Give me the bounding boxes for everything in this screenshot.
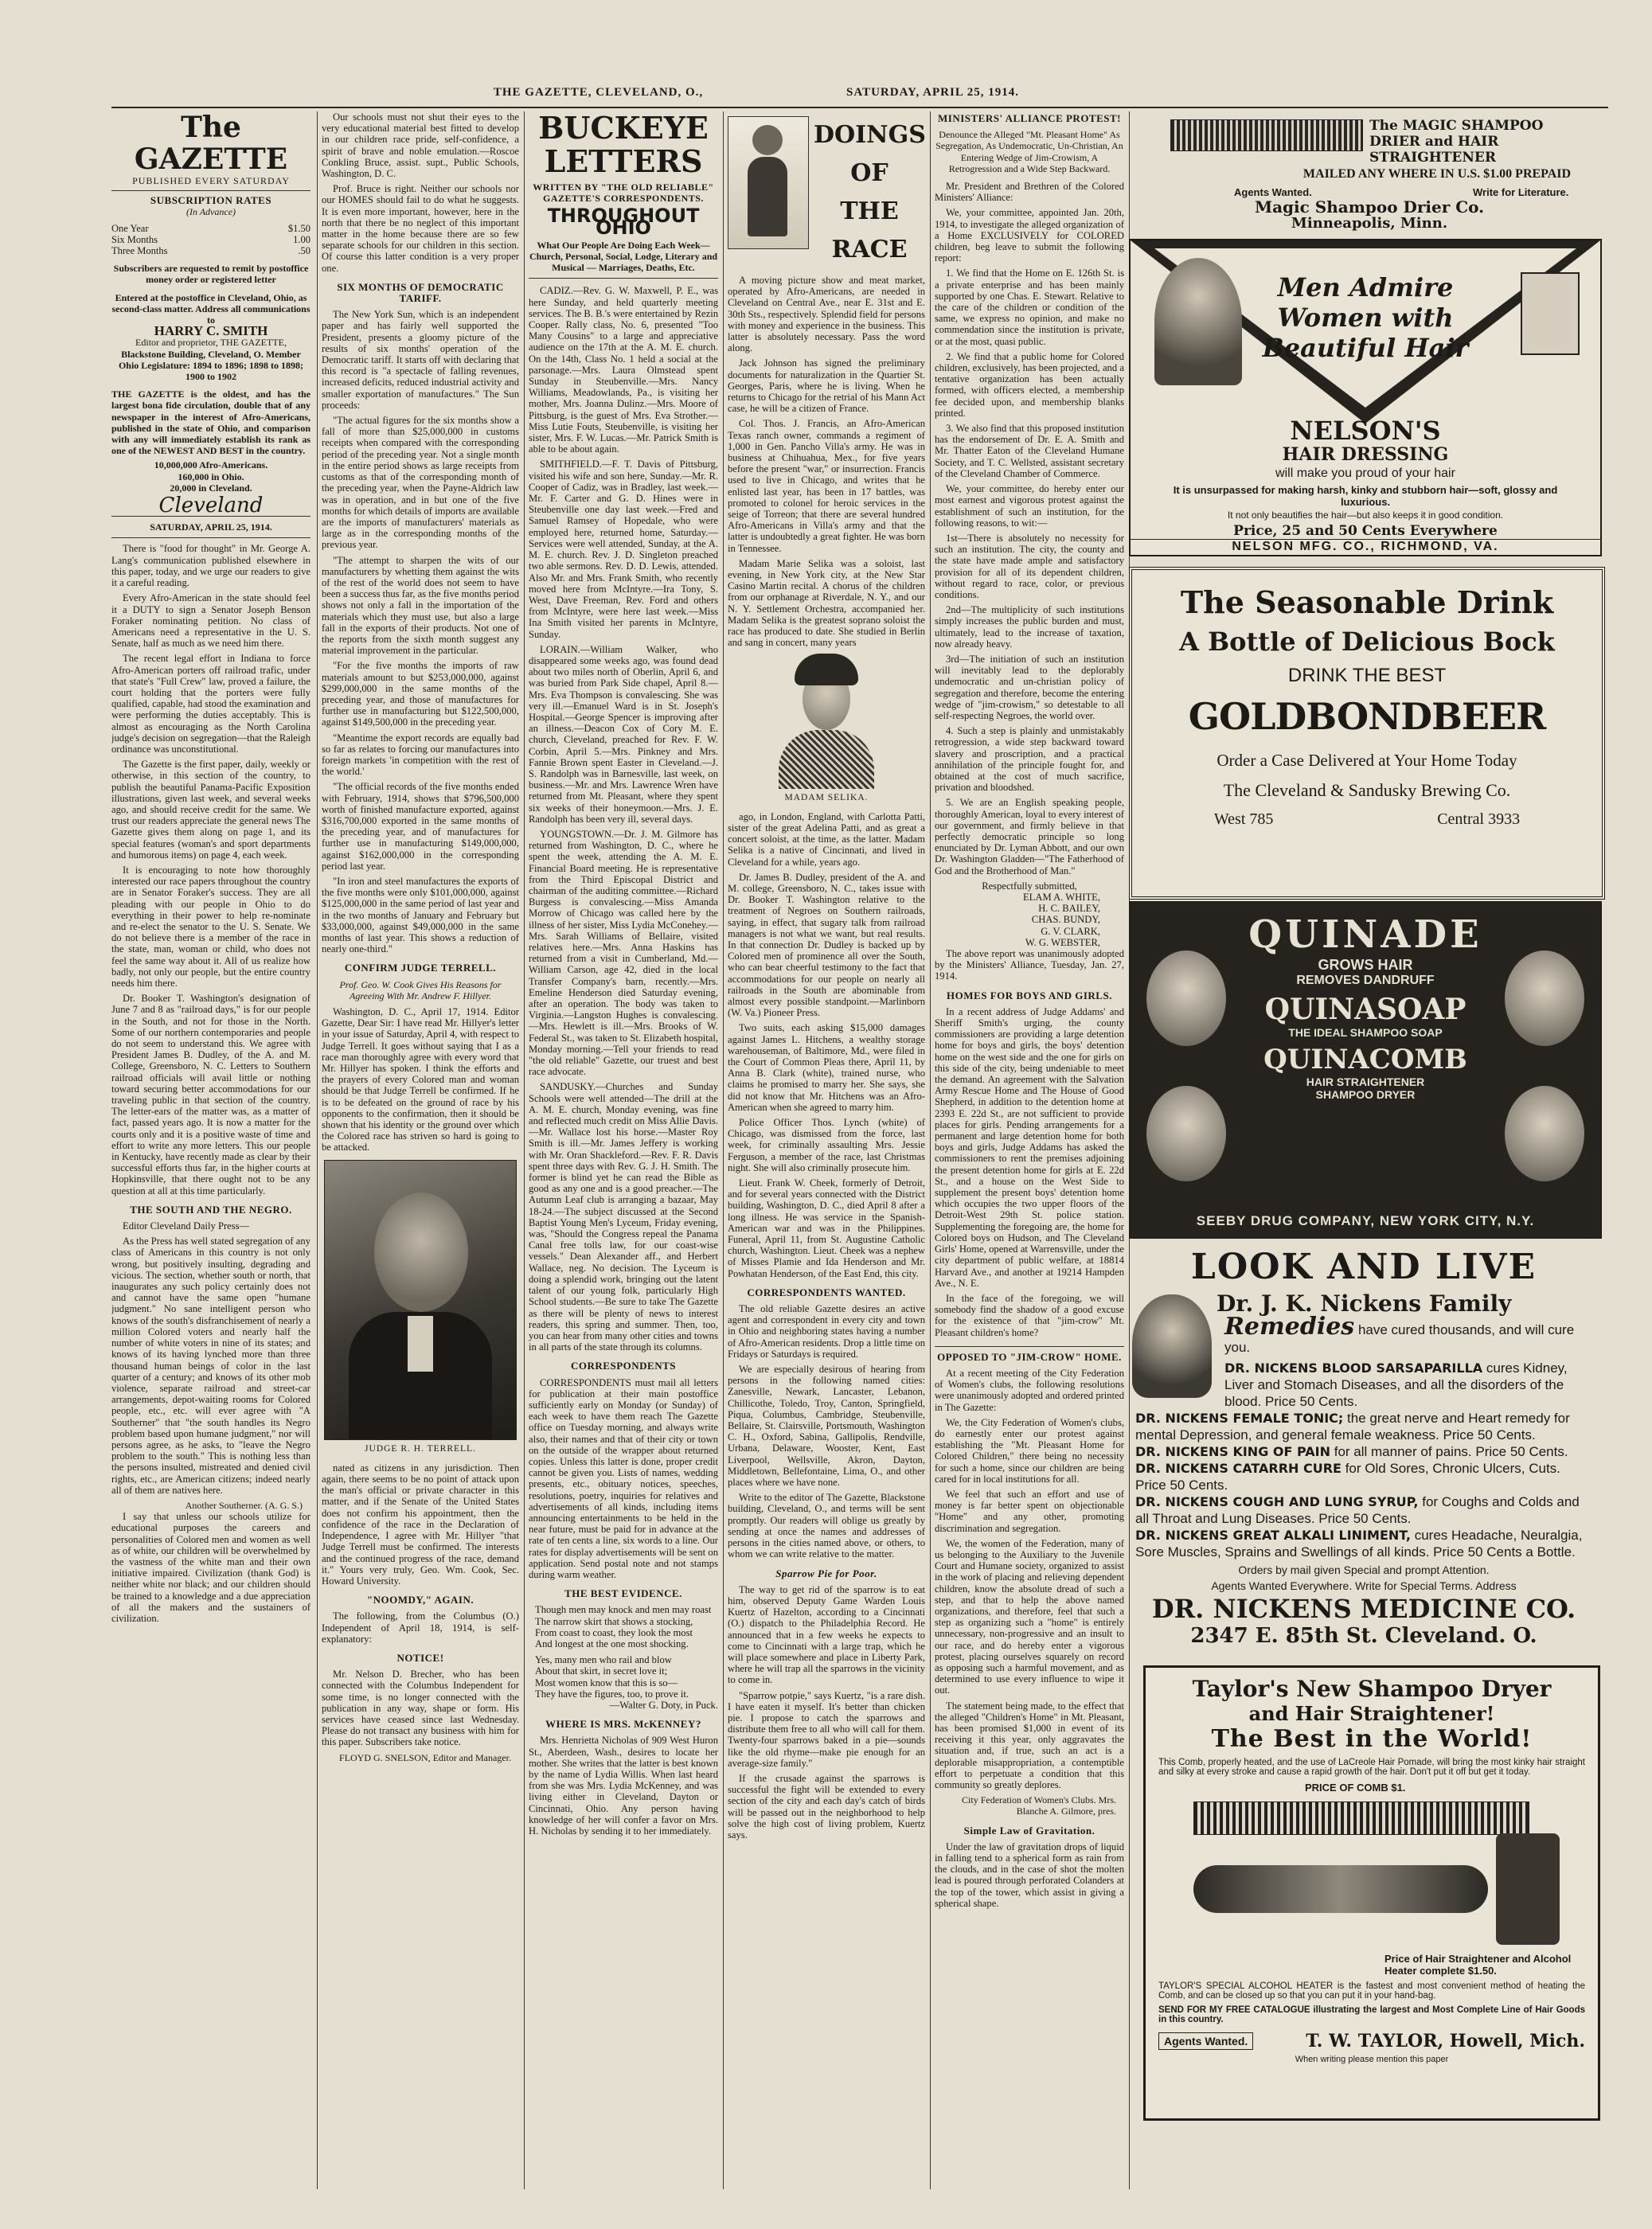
article-paragraph: We feel that such an effort and use of money is far better spent on objectionable "Home" and any other, promoting discrimination and segregation. [935, 1488, 1124, 1534]
taylor-catalog: SEND FOR MY FREE CATALOGUE illustrating the largest and Most Complete Line of Hair Goods in this country. [1158, 2005, 1585, 2024]
article-paragraph: Mr. President and Brethren of the Colored Ministers' Alliance: [935, 181, 1124, 204]
article-paragraph: Col. Thos. J. Francis, an Afro-American Texas ranch owner, commands a regiment of 1,000 in Gen. Pancho Villa's army. He was in business at Chihuahua, Mex., for five years before the present "war," or insurrection. Francis used to live in Chicago, and writes that he enlisted last year, has been in 17 battles, was promoted to colonel for heroic services in the seige of Torreon; that there are several hundred Afro-Americans in Villa's army and that the latter is undoubtedly a great fighter. He was born in Tennessee. [728, 418, 925, 554]
magic-write: Write for Literature. [1473, 186, 1569, 198]
editorial-paragraph: There is "food for thought" in Mr. George A. Lang's communication published elsewhere in this paper, today, and we urge our readers to give it a careful reading. [111, 543, 310, 589]
headline: WHERE IS MRS. McKENNEY? [545, 1718, 701, 1731]
rates-subheading: (In Advance) [186, 206, 236, 218]
article-paragraph: 5. We are an English speaking people, thoroughly American, loyal to every interest of our government, and firmly believe in that perfectly democratic principle so long enunciated by Dr. Lyman Abbott, and our own Dr. Washington Gladden—"The Fatherhood of God and the Brotherhood of Man." [935, 797, 1124, 876]
section-deck: What Our People Are Doing Each Week—Church, Personal, Social, Lodge, Literary and Musical — Marriages, Deaths, Etc. [529, 240, 718, 279]
straightener-icon [1193, 1865, 1488, 1913]
rate-row: One Year $1.50 [111, 222, 310, 234]
article-paragraph: Police Officer Thos. Lynch (white) of Chicago, was dismissed from the force, last week, for criminally assaulting Mrs. Jessie Ferguson, a member of the race, last Christmas night. She will also criminally prosecute him. [728, 1116, 925, 1173]
section-subtitle: THROUGHOUT OHIO [547, 205, 700, 239]
article-paragraph: nated as citizens in any jurisdiction. Then again, there seems to be no point of attack upon the man's official or private character in this matter, and if the Senate of the United States does not confirm his appointment, then the confidence of the race in the Declaration of Independence, I agree with Mr. Hillyer "that Judge Terrell must be confirmed. The interests and the continued progress of the race, demand it." Yours very truly, Geo. Wm. Cook, Sec. Howard University. [322, 1462, 519, 1587]
article-paragraph: At a recent meeting of the City Federation of Women's clubs, the following resolutions were unanimously adopted and ordered printed in The Gazette: [935, 1367, 1124, 1413]
article-paragraph: "The actual figures for the six months show a fall of more than $25,000,000 in customs receipts when compared with the corresponding period of the preceding year. Not a single month in the entire period shows as large receipts from customs as that of the corresponding month of the preceding year, when the Payne-Aldrich law was in operation, and in but one of the five months for which details of imports are available are the imports of manufacturers' materials as large as in the corresponding months of the previous year. [322, 415, 519, 551]
notice-heading: NOTICE! [396, 1651, 444, 1664]
section-byline: WRITTEN BY "THE OLD RELIABLE" GAZETTE'S CORRESPONDENTS. [533, 182, 714, 205]
remedy-item: DR. NICKENS CATARRH CURE for Old Sores, Chronic Ulcers, Cuts. Price 50 Cents. [1135, 1461, 1560, 1493]
article-paragraph: Prof. Bruce is right. Neither our schools nor our HOMES should fail to do what he suggests. It is even more important, however, here in the north that there be no neglect of this important matter in the home because there are so few separate schools for our children in this section. Of course this latter condition is a very proper one. [322, 183, 519, 274]
magic-mailed: MAILED ANY WHERE IN U.S. $1.00 PREPAID [1302, 167, 1572, 181]
article-paragraph: 4. Such a step is plainly and unmistakably retrogression, a wide step backward toward slavery and proscription, and a practical annihilation of the principle fought for, and obtained at the cost of much sacrifice, privation and bloodshed. [935, 725, 1124, 794]
correspondence-item: YOUNGSTOWN.—Dr. J. M. Gilmore has returned from Washington, D. C., where he spent the week, attending the A. M. E. Financial Board meeting. He is representative from the Third Episcopal District and chairman of the auditing committee.—Richard Burgess is convalescing.—Miss Amanda Morrow of Chicago was called here by the illness of her sister, Miss Lydia McConehey.—Mrs. Sarah Williams of Bellaire, visited relatives here.—Mrs. Anna Haskins has returned from a visit in Cumberland, Md.—William Carson, age 42, died in the local Transfer Company's barn, recently.—Mrs. Emeline Henderson died Saturday evening, after an operation. The body was taken to Virginia.—Langston Hughes is convalescing.—Mrs. Hewlett is ill.—Mrs. Brooks of W. Federal St., was taken to St. Elizabeth hospital, Monday morning.—Tell your friends to read "the old reliable" Gazette, our truest and best race advocate. [529, 828, 718, 1078]
population-stat: 10,000,000 Afro-Americans. [154, 459, 268, 471]
remedy-item: DR. NICKENS COUGH AND LUNG SYRUP, for Coughs and Colds and all Throat and Lung Diseases. Price 50 Cents. [1135, 1494, 1580, 1526]
magic-city: Minneapolis, Minn. [1291, 215, 1448, 231]
article-paragraph: The New York Sun, which is an independent paper and has fairly well supported the President, presents a gloomy picture of the results of six months' operation of the Democratic tariff. It starts off with declaring that this record is "a spectacle of falling revenues, increased deficits, reduced industrial activity and smaller exportation of manufactures." The Sun proceeds: [322, 309, 519, 411]
signers-list: ELAM A. WHITE, H. C. BAILEY, CHAS. BUNDY, G. V. CLARK, W. G. WEBSTER, [1022, 892, 1100, 948]
population-stat: 20,000 in Cleveland. [170, 482, 252, 494]
article-paragraph: The above report was unanimously adopted by the Ministers' Alliance, Tuesday, Jan. 27, 1914. [935, 948, 1124, 982]
masthead-date: SATURDAY, APRIL 25, 1914. [111, 516, 310, 538]
article-paragraph: "The attempt to sharpen the wits of our manufacturers by whetting them against the wits of the rest of the world does not seem to have been a success thus far, as the five months period shows not only a fall in the importation of the materials which they must use, but also a large fall in the exports of their products. Not one of the reports from the sixth month suggest any material improvement in the particular. [322, 554, 519, 657]
column-rule [317, 111, 318, 2189]
comb-icon [1170, 119, 1363, 151]
article-paragraph: 3rd—The initiation of such an institution will inevitably lead to the deplorably undemocratic and un-christian policy of segregation and therefore, become the entering wedge of "jim-crowism," so detestable to all self-respecting Negroes, the world over. [935, 653, 1124, 721]
portrait-icon [1146, 951, 1226, 1046]
remedy-item: DR. NICKENS KING OF PAIN for all manner of pains. Price 50 Cents. [1135, 1444, 1568, 1459]
taylor-body: This Comb, properly heated, and the use of LaCreole Hair Pomade, will bring the most kinky hair straight and silky at every stroke and cause a rapid growth of the hair. Don't put it off but get it today. [1158, 1758, 1585, 1777]
headline: CORRESPONDENTS WANTED. [747, 1286, 906, 1298]
rate-row: Three Months .50 [111, 245, 310, 257]
taylor-straightener-price: Price of Hair Straightener and Alcohol Heater complete $1.50. [1384, 1953, 1572, 1977]
subheadline: Prof. Geo. W. Cook Gives His Reasons for Agreeing With Mr. Andrew F. Hillyer. [339, 978, 502, 1001]
signature: City Federation of Women's Clubs. Mrs. Blanche A. Gilmore, pres. [962, 1794, 1116, 1817]
quinacomb-sub1: HAIR STRAIGHTENER [1306, 1075, 1425, 1088]
nickens-address: 2347 E. 85th St. Cleveland. O. [1190, 1624, 1537, 1648]
magic-shampoo-ad [1138, 113, 1600, 231]
taylor-shampoo-dryer-ad [1143, 1665, 1600, 2121]
article-paragraph: Mr. Nelson D. Brecher, who has been connected with the Columbus Independent for some time, is no longer connected with the publication in any way, shape or form. His services have ceased since last Wednesday. Please do not transact any business with him for this paper. Subscribers take notice. [322, 1669, 519, 1748]
column-rule [723, 111, 724, 2189]
correspondence-item: SMITHFIELD.—F. T. Davis of Pittsburg, visited his wife and son here, Sunday.—Mr. R. Cooper of Cadiz, was in Bradley, last week.—Mr. F. Carter and G. D. Hines were in Steubenville one day last week.—Fred and Samuel Ramsey of Hopedale, who were employed here, returned home, Saturday.—Services were well attended, Sunday, at the A. M. E. church. Rev. J. D. Singleton preached two able sermons. Rev. D. D. Lewis, attended. Also Mr. and Mrs. Frank Smith, who recently moved here from McIntyre.—Ira Tony, S. West, Dave Freeman, Rev. Ford and others from McIntyre, were here last week.—Miss Ina Smith visited her parents in McIntyre, Sunday. [529, 459, 718, 640]
comb-icon [1193, 1802, 1529, 1835]
article-paragraph: "The official records of the five months ended with February, 1914, shows that $796,500,000 worth of finished manufacture exported, against $316,700,000 exported in the same months of the preceding year, and of manufactures for further use in manufacturing $149,000,000, against $162,000,000 in the corresponding period last year. [322, 781, 519, 872]
column-2 [322, 111, 519, 2189]
article-paragraph: 2. We find that a public home for Colored children, exclusively, has been projected, and a tentative organization has been actually formed, with officers elected, a membership fee decided upon, and membership blanks printed. [935, 350, 1124, 419]
rates-heading: SUBSCRIPTION RATES [150, 194, 272, 207]
column-rule [524, 111, 525, 2189]
quinade-title: QUINADE [1248, 912, 1482, 957]
nelsons-hair-dressing-ad [1129, 239, 1602, 556]
article-paragraph: CORRESPONDENTS must mail all letters for publication at their main postoffice sufficiently early on Monday (or Sunday) of each week to have them reach The Gazette office on Tuesday morning, and always write also, their names and that of their city or town on the outside of the wrapper about returned copies. Unless this latter is done, proper credit cannot be given you. Lists of names, wedding presents, etc., obituary notices, speeches, resolutions, poetry, inquiries for relatives and advertisements of all kinds, including items announcing entertainments to be held in the near future, must be paid for in advance at the rate of ten cents a line, six words to a line. Our rates for display advertisements will be sent on application. Send postal note and not stamps during warm weather. [529, 1376, 718, 1580]
quinacomb-sub2: SHAMPOO DRYER [1315, 1088, 1416, 1101]
article-paragraph: As the Press has well stated segregation of any class of Americans in this country is not only wrong, but positively insulting, degrading and vicious. The section, whether south or north, that inaugurates any such policy certainly does not and cannot have the same open "humane judgment." No sane intelligent person who knows of the south's disfranchisement of nearly a million Colored voters and nearly half the number of white voters in nine of its states; and knows of its having lynched more than three thousand human beings of color in the last quarter of a century; and knows of its other mob violence, separate railroad and street-car arrangements, depot-waiting rooms for Colored people, etc., etc. will ever agree with "A Southerner" that "the south handles its Negro problem based upon humane judgment," nor will persons agree, as he asks, to "leave the Negro problem to the south." This is nothing less than the persons insulted, mistreated and denied civil rights, etc., are American citizens; indeed nearly all of them are natives here. [111, 1236, 310, 1496]
poem: Though men may knock and men may roast The narrow skirt that shows a stocking, From coast to coast, they look the most And longest at the one most shocking. Yes, many men who rail and blow About that skirt, in secret love it; Most women know that this is so— They have the figures, too, to prove it. —Walter G. Doty, in Puck. [535, 1604, 718, 1711]
signature: FLOYD G. SNELSON, Editor and Manager. [339, 1751, 511, 1763]
article-paragraph: In a recent address of Judge Addams' and Sheriff Smith's urging, the county commissioners are providing a large detention home for boys and girls, the boys' detention home on the west side and the one for girls on this side of the city, being undeniable to meet the demand. An agreement with the Salvation Army Rescue Home and The House of Good Shepherd, in addition to the detention home at 2393 E. 22d St., are not sufficient to provide places for girls. Pending arrangements for a permanent and large detention home for both boys and girls, Judge Addams has asked the commissioners to rent the premises adjoining the present detention home for girls at E. 22d St., and a house on the West Side to supplement the present boys' detention home which occupies the two upper floors of the Detroit-West 29th St. police station. Supplementing the foregoing are, the home for Colored boys on Hudson, and The Cleveland Girls' Home, opened at Warrensville, under the city department of public welfare, at 18814 Harvard Ave., and another at 19214 Hampden Ave., N. E. [935, 1005, 1124, 1289]
editorial-paragraph: Every Afro-American in the state should feel it a DUTY to sign a Senator Joseph Benson Foraker nominating petition. No class of Americans need a representative in the U. S. Senate, half as much as we need him there. [111, 592, 310, 650]
nickens-cure-line: Remedies have cured thousands, and will cure you. [1224, 1313, 1575, 1355]
headline: OPPOSED TO "JIM-CROW" HOME. [935, 1346, 1124, 1363]
correspondence-item: LORAIN.—William Walker, who disappeared some weeks ago, was found dead about two miles north of Oberlin, April 6, and was buried from Park Side chapel, April 8.—Mrs. Eva Thompson is convalescing. She was very ill.—Emanuel Ward is in St. Joseph's Hospital.—George Spencer is improving after an illness.—Deacon Cox of Cory M. E. church, Cleveland, preached for Rev. F. W. Corbin, April 5.—Mrs. Pinkney and Mrs. Fannie Brown spent Easter in Cleveland.—J. S. Randolph was in Barnesville, last week, on business.—Mr. and Mrs. Lawrence Wren have returned from Mt. Pleasant, where they spent six weeks of their honeymoon.—Mrs. J. E. Randolph has been very ill, several days. [529, 643, 718, 825]
article-paragraph: 1st—There is absolutely no necessity for such an institution. The city, the county and the state have made ample and satisfactory provision for all of its dependent children, without regard to race, color, or previous conditions. [935, 532, 1124, 600]
column-1 [111, 111, 310, 2189]
article-paragraph: 3. We also find that this proposed institution has the endorsement of Dr. E. A. Smith and Mr. Thatter Eaton of the Cleveland Humane Society, and T. C. Wellsted, assistant secretary of the Cleveland Chamber of Commerce. [935, 423, 1124, 479]
article-paragraph: ago, in London, England, with Carlotta Patti, sister of the great Adelina Patti, and as great a concert soloist, at the time, as the latter. Madam Selika is a native of Cincinnati, and lived in Cleveland for a while, years ago. [728, 810, 925, 868]
article-paragraph: Washington, D. C., April 17, 1914. Editor Gazette, Dear Sir: I have read Mr. Hillyer's letter in your issue of Saturday, April 4, with respect to Judge Terrell. It goes without saying that I as a race man thoroughly agree with every word that Mr. Hillyer has spoken. I think the efforts and the prayers of every Colored man and woman should be that Judge Terrell be confirmed. If he is to be defeated on the ground of race by his opponents to the confirmation, then it should be shown that his identity or the ground over which the Colored race has striven so hard is going to be attacked. [322, 1006, 519, 1154]
correspondence-item: SANDUSKY.—Churches and Sunday Schools were well attended—The drill at the A. M. E. church, Monday evening, was fine and reflected much credit on Miss Allie Davis.—Mr. Wallace lost his horse.—Master Roy Smith is ill.—Mr. James Jeffery is working with Mr. Oran Shackleford.—Rev. F. R. Davis spent three days with Rev. G. J. H. Smith. The former is blind yet he can read the Bible as good as any one and is a good preacher.—The Autumn Leaf club is arranging a bazaar, May 18-24.—The subject discussed at the Second Baptist Young Men's Lyceum, Friday evening, was, "Should the Congress repeal the Panama Canal free tolls law, for our coast-wise vessels." Dean Alexander aff., and Herbert Wallace, neg. No decision. The Lyceum is doing a splendid work, bringing out the latent talent of our young folk, particularly High School students.—Be sure to take The Gazette as there will be plenty of news to interest readers, this spring and summer. Then, too, you can hear from many other cities and towns in all parts of the state through its columns. [529, 1081, 718, 1353]
photo-caption: JUDGE R. H. TERRELL. [365, 1443, 476, 1454]
beer-phones: West 785 Central 3933 [1213, 810, 1521, 828]
quinade-grows: GROWS HAIR [1318, 957, 1413, 973]
correspondence-item: CADIZ.—Rev. G. W. Maxwell, P. E., was here Sunday, and held quarterly meeting services. The B. B.'s were entertained by Rezin Cooper. Rally class, No. 6, presented "Too Many Cousins" to a large and appreciative audience on the 17th at the A. M. E. church. On the 14th, Class No. 1 held a social at the parsonage.—Mrs. Laura Olmstead spent Sunday in Steubenville.—Mrs. Nancy Williams, Meadowlands, Pa., is visiting her mother, Mrs. Joanna Dulinz.—Mrs. Moore of Pittsburg, is the guest of Mrs. Eva Strother.—Miss Lutie Fouts, Steubenville, is visiting her sister, Mrs. F. W. Lucas.—Mr. Patrick Smith is able to be about again. [529, 285, 718, 455]
article-paragraph: Jack Johnson has signed the preliminary documents for naturalization in the Quartier St. Georges, Paris, where he is living. When he returns to Chicago for the retrial of his Mann Act case, he will be a citizen of France. [728, 357, 925, 415]
population-stat: 160,000 in Ohio. [178, 470, 244, 482]
column-5 [935, 111, 1124, 2189]
nickens-headline: LOOK AND LIVE [1190, 1247, 1537, 1287]
nelson-tag: will make you proud of your hair [1275, 466, 1455, 480]
quinade-removes: REMOVES DANDRUFF [1296, 974, 1435, 987]
headline: CONFIRM JUDGE TERRELL. [344, 962, 497, 974]
article-paragraph: Madam Marie Selika was a soloist, last evening, in New York city, at the New Star Casino Martin recital. A chorus of the children from our orphanage at Riverdale, N. Y., and our N. Y. Settlement Orchestra, accompanied her. Madam Selika is the greatest soprano soloist the race has produced to date. She studied in Berlin and sang in concert, many years [728, 557, 925, 649]
circulation-claim: THE GAZETTE is the oldest, and has the largest bona fide circulation, double that of any newspaper in the interest of Afro-Americans, published in the state of Ohio, and comparison with any will immediately establish its rank as one of the NEWEST AND BEST in the country. [111, 388, 310, 457]
magic-agents: Agents Wanted. [1234, 186, 1312, 198]
cleveland-logo: Cleveland [158, 494, 264, 518]
remedy-item: DR. NICKENS FEMALE TONIC; the great nerve and Heart remedy for mental Depression, and general female weakness. Price 50 Cents. [1135, 1411, 1570, 1442]
nelson-product: HAIR DRESSING [1282, 444, 1449, 465]
woman-portrait [1154, 258, 1242, 385]
editor-title: Editor and proprietor, THE GAZETTE, [135, 337, 287, 349]
article-paragraph: Our schools must not shut their eyes to the very educational material best fitted to develop in our children race pride, self-confidence, a spirit of brave and noble emulation.—Roscoe Conkling Bruce, assist. supt., Public Schools, Washington, D. C. [322, 111, 519, 180]
taylor-line1: Taylor's New Shampoo Dryer [1192, 1676, 1552, 1702]
doings-illustration [728, 116, 809, 249]
rate-row: Six Months 1.00 [111, 233, 310, 245]
article-paragraph: We, the women of the Federation, many of us belonging to the Auxiliary to the Juvenile Court and Humane society, organized to assist in the work of placing and relieving dependent children, know the absolute dread of such a step, and that to help the above named organizations, and therefore, feel that such a step as organizing such a "home" is entirely unnecessary, non-progressive and an insult to our race, and do hereby enter a vigorous protest, placing ourselves squarely on record as opposing such a harmful movement, and as determined to use every influence to wipe it out. [935, 1537, 1124, 1696]
signature: Another Southerner. (A. G. S.) [185, 1499, 303, 1511]
column-3 [529, 111, 718, 2189]
taylor-line2: and Hair Straightener! [1248, 1702, 1495, 1725]
quinacomb-title: QUINACOMB [1263, 1044, 1467, 1075]
article-paragraph: If the crusade against the sparrows is successful the fight will be extended to every section of the city and each day's catch of birds will be passed out in the neighborhood to help solve the high cost of living problem, Kuertz says. [728, 1772, 925, 1841]
section-title: BUCKEYE LETTERS [538, 111, 709, 179]
nickens-family: Dr. J. K. Nickens Family [1217, 1290, 1512, 1317]
headline: Simple Law of Gravitation. [963, 1824, 1095, 1837]
editorial-paragraph: Dr. Booker T. Washington's designation of June 7 and 8 as "railroad days," is for our people in the South, and not for those in the North. Some of our northern contemporaries and people do not seem to understand this. We agree with President James B. Dudley, of the A. and M. College, Greensboro, N. C. Letters to Southern railroad officials will avail little or nothing toward securing better accommodations for our traveling public in that section of the country. The letter-ears of the matter was, as a matter of fact, passed years ago. It is now a matter for the courts only and it is a positive waste of time and effort to write any more letters. This our people in Kentucky, have recently made as clear by their successful efforts thus far, in the higher courts at Hopkinsville, that there ought not to be any question at all at this time particularly. [111, 993, 310, 1196]
article-paragraph: In the face of the foregoing, we will somebody find the shadow of a good excuse for the existence of that "jim-crow" Mt. Pleasant children's home? [935, 1292, 1124, 1338]
masthead-title: The GAZETTE [134, 111, 288, 176]
deck: Denounce the Alleged "Mt. Pleasant Home" As Segregation, As Undemocratic, Un-Christian, An Entering Wedge of Jim-Crowism, A Retrogression and a Wide Step Backward. [935, 129, 1123, 174]
jar-icon [1521, 272, 1580, 355]
quinasoap-sub: THE IDEAL SHAMPOO SOAP [1288, 1026, 1443, 1039]
headline: THE SOUTH AND THE NEGRO. [130, 1203, 292, 1216]
article-paragraph: Mrs. Henrietta Nicholas of 909 West Huron St., Aberdeen, Wash., desires to locate her mother. She writes that the latter is best known by the name of Lydia Willis. When last heard from she was Mrs. Lydia McKenney, and was living either in Cleveland, Dayton or Cincinnati, Ohio. Any person having knowledge of her will confer a favor on Mrs. H. Nicholas by sending it to her immediately. [529, 1735, 718, 1837]
beer-line5: Order a Case Delivered at Your Home Today [1217, 751, 1517, 770]
article-paragraph: 2nd—The multiplicity of such institutions simply increases the public burden and must, ultimately, lead to the increase of taxation, now already heavy. [935, 604, 1124, 650]
article-paragraph: "Meantime the export records are equally bad so far as relates to forcing our manufactures into foreign markets 'in competition with the rest of the world.' [322, 732, 519, 778]
nelson-body: It is unsurpassed for making harsh, kinky and stubborn hair—soft, glossy and luxurious. [1173, 484, 1558, 508]
article-paragraph: The statement being made, to the effect that the alleged "Children's Home" in Mt. Pleasant, has been promised $1,000 in event of its receiving it this year, only aggravates the situation and, if true, such an act is a deplorable misappropriation, a contemptible effort to perpetuate a condition that this community so greatly deplores. [935, 1700, 1124, 1791]
nelson-body2: It not only beautifies the hair—but also keeps it in good condition. [1227, 509, 1504, 521]
headline: Sparrow Pie for Poor. [775, 1567, 877, 1579]
headline: "NOOMDY," AGAIN. [366, 1594, 475, 1606]
judge-terrell-portrait [324, 1160, 517, 1440]
headline: CORRESPONDENTS [571, 1360, 676, 1372]
beer-line3: DRINK THE BEST [1287, 665, 1447, 686]
nickens-remedies-ad [1129, 1243, 1599, 1657]
doings-of-the-race-title: DOINGS OF THE RACE [814, 121, 926, 263]
editor-name: HARRY C. SMITH [154, 323, 268, 339]
article-paragraph: The old reliable Gazette desires an active agent and correspondent in every city and town in Ohio and neighboring states having a number of Afro-American residents. Drop a little time on Fridays or Saturdays is required. [728, 1303, 925, 1360]
remedy-item: DR. NICKENS GREAT ALKALI LINIMENT, cures Headache, Neuralgia, Sore Muscles, Sprains and Swellings of all kinds. Price 50 Cents a Bottle. [1135, 1528, 1583, 1560]
article-paragraph: Two suits, each asking $15,000 damages against James L. Hitchens, a wealthy storage warehouseman, of Baltimore, Md., were filed in the Court of Common Pleas there, April 11, by Anna B. Clark (white), trained nurse, who claims he promised to marry her. She says, she did not know that Mr. Hitchens was an Afro-American when she agreed to marry him. [728, 1022, 925, 1113]
portrait-icon [1505, 951, 1584, 1046]
article-paragraph: We, your committee, appointed Jan. 20th, 1914, to investigate the alleged organization of a Home EXCLUSIVELY for COLORED children, beg leave to submit the following report: [935, 207, 1124, 264]
editorial-paragraph: It is encouraging to note how thoroughly interested our race papers throughout the country are in Senator Foraker's success. They are all pleading with our people in Ohio to do everything in their power to help re-nominate and re-elect the senator to the U. S. Senate. We do not believe there is a member of the race in the state, man, woman or child, who does not feel the same way about it. All of us realize how badly, not only our people, but the entire country needs him there. [111, 864, 310, 989]
nickens-agents: Agents Wanted Everywhere. Write for Special Terms. Address [1211, 1579, 1517, 1592]
quinade-ad [1129, 901, 1602, 1239]
article-paragraph: I say that unless our schools utilize for educational purposes the careers and personalities of Colored men and women as well as of white, our children will be overwhelmed by the vastness of the white man and their own initiative impaired. Civilization (thank God) is neither white nor black; and our children should be trained to a knowledge and a due appreciation of all the makers and the sustainers of civilization. [111, 1511, 310, 1624]
portrait-icon [1146, 1086, 1226, 1181]
goldbond-beer-ad [1129, 567, 1605, 900]
magic-company: Magic Shampoo Drier Co. [1254, 197, 1485, 217]
article-paragraph: Editor Cleveland Daily Press— [123, 1220, 250, 1232]
article-paragraph: A moving picture show and meat market, operated by Afro-Americans, are needed in Cleveland on Central Ave., near E. 31st and E. 30th Sts., respectively. Splendid field for persons with money and experience in the business. This latter is absolutely necessary. Pass the word along. [728, 275, 925, 354]
taylor-product-illustration [1146, 1794, 1598, 1953]
nickens-orders: Orders by mail given Special and prompt Attention. [1238, 1563, 1490, 1576]
article-paragraph: We are especially desirous of hearing from persons in the following named cities: Zanesville, Newark, Lancaster, Lebanon, Chillicothe, Toledo, Troy, Canton, Springfield, Piqua, Columbus, Cambridge, Steubenville, Bellaire, St. Clairsville, Portsmouth, Washington C. H., Oxford, Sabina, Gallipolis, Rendville, Urbana, Delaware, Wooster, Kent, East Liverpool, Wellsville, Akron, Dayton, Middletown, Bellefontaine, Lima, O., and other places where we have none. [728, 1364, 925, 1489]
article-paragraph: We, your committee, do hereby enter our most earnest and vigorous protest against the establishment of such an institution, for the following reasons, to wit:— [935, 483, 1124, 529]
beer-line1: The Seasonable Drink [1180, 584, 1554, 620]
heater-icon [1496, 1833, 1560, 1945]
headline: HOMES FOR BOYS AND GIRLS. [947, 989, 1112, 1001]
article-paragraph: "Sparrow potpie," says Kuertz, "is a rare dish. I have eaten it myself. It's better than chicken pie. I propose to catch the sparrows and distribute them free to all who will call for them. Twenty-four sparrows baked in a pie—sounds like the old rhyme—make pie enough for an average-size family." [728, 1689, 925, 1769]
photo-caption: MADAM SELIKA. [784, 792, 869, 802]
madam-selika-portrait [771, 654, 882, 789]
folio-right: SATURDAY, APRIL 25, 1914. [846, 86, 1019, 99]
headline: SIX MONTHS OF DEMOCRATIC TARIFF. [337, 280, 504, 305]
entry-notice: Entered at the postoffice in Cleveland, Ohio, as second-class matter. Address all communications to [111, 291, 310, 326]
column-4 [728, 275, 925, 2189]
folio-center: THE GAZETTE, CLEVELAND, O., [493, 86, 704, 99]
nelson-footer: NELSON MFG. CO., RICHMOND, VA. [1131, 539, 1600, 554]
nelson-price: Price, 25 and 50 Cents Everywhere [1233, 523, 1498, 539]
taylor-line3: The Best in the World! [1211, 1725, 1533, 1753]
article-paragraph: Lieut. Frank W. Cheek, formerly of Detroit, and for several years connected with the District building, Washington, D. C., died April 8 after a long illness. He was service in the Spanish-American war and was in the Philippines. Funeral, April 11, from St. Augustine Catholic church, Washington. Lieut. Cheek was a nephew of Misses Plamie and Ida Henderson and Mr. Powhatan Henderson, of the East End, this city. [728, 1177, 925, 1279]
headline: THE BEST EVIDENCE. [564, 1587, 682, 1600]
page-folio [111, 86, 1608, 108]
nickens-company: DR. NICKENS MEDICINE CO. [1151, 1594, 1576, 1624]
beer-brand: GOLDBONDBEER [1188, 695, 1546, 738]
article-paragraph: The way to get rid of the sparrow is to eat him, observed Deputy Game Warden Louis Kuertz of Hazelton, according to a Cincinnati (O.) dispatch to the Philadelphia Record. He announced that in a few weeks he expects to come to Cincinnati with a large trap, which he will place somewhere and place in Liberty Park, where he will trap all the sparrows in the vicinity to come in. [728, 1583, 925, 1686]
editorial-paragraph: The recent legal effort in Indiana to force Afro-American porters off railroad trafic, under that state's "Full Crew" law, proved a failure, the court holding that the porters were fully qualified, capable, had stood the examination and were performing the duties acceptably. This is almost as encouraging as the North Carolina judge's decision on segregation—that the Raleigh ordinance was unconstitutional. [111, 653, 310, 755]
taylor-footer: Agents Wanted. T. W. TAYLOR, Howell, Mich. [1158, 2031, 1585, 2051]
article-paragraph: 1. We find that the Home on E. 126th St. is a private enterprise and has been mainly supported by one Chas. E. Stewart. Relative to the care of the children or condition of the same, we express no opinion, and make no commendation since the institution is private, or at the most, quasi public. [935, 267, 1124, 347]
article-paragraph: Dr. James B. Dudley, president of the A. and M. college, Greensboro, N. C., takes issue with Dr. Booker T. Washington relative to the treatment of Negroes on Southern railroads, saying, in effect, that sugary talk from railroad managers is not what we want, but real results. In that connection Dr. Dudley is backed up by Colored men of prominence all over the South, who can bear cheerful testimony to the fact that accommodations for our people on nearly all railroads in the South are abominable from almost every possible standpoint.—Marlinborn (W. Va.) Pioneer Press. [728, 871, 925, 1019]
article-paragraph: Under the law of gravitation drops of liquid in falling tend to a spherical form as rain from the clouds, and in the case of shot the molten lead is poured through perforated Colanders at the top of the tower, which assist in giving a spherical shape. [935, 1841, 1124, 1909]
editorial-paragraph: The Gazette is the first paper, daily, weekly or otherwise, in this section of the country, to publish the beautiful Panama-Pacific Exposition illustrations, given last week, and several weeks ago, and should receive credit for the same. We trust our readers appreciate the general news The Gazette gives them along on page 1, and its special features (woman's and sport departments and humorous items) on page 4, each week. [111, 759, 310, 861]
beer-line2: A Bottle of Delicious Bock [1179, 627, 1555, 657]
taylor-comb-price: PRICE OF COMB $1. [1305, 1782, 1406, 1794]
quinade-footer: SEEBY DRUG COMPANY, NEW YORK CITY, N.Y. [1196, 1213, 1535, 1228]
beer-brewery: The Cleveland & Sandusky Brewing Co. [1223, 780, 1511, 800]
nelson-name: NELSON'S [1290, 416, 1441, 446]
masthead-subtitle: PUBLISHED EVERY SATURDAY [111, 175, 310, 191]
remedy-item: DR. NICKENS BLOOD SARSAPARILLA cures Kidney, Liver and Stomach Diseases, and all the disorders of the blood. Price 50 Cents. [1224, 1360, 1568, 1409]
quinasoap-title: QUINASOAP [1264, 993, 1466, 1026]
portrait-icon [1505, 1086, 1584, 1181]
article-paragraph: We, the City Federation of Women's clubs, do earnestly enter our protest against establishing the "Mt. Pleasant Home for Colored Children," there being no necessity for such a home, since our children are being cared for in local institutions for all. [935, 1416, 1124, 1485]
column-rule [930, 111, 931, 2189]
taylor-heater: TAYLOR'S SPECIAL ALCOHOL HEATER is the fastest and most convenient method of heating the Comb, and can be closed up so that you can put it in your hand-bag. [1158, 1981, 1585, 2001]
taylor-note: When writing please mention this paper [1295, 2055, 1449, 2064]
headline: MINISTERS' ALLIANCE PROTEST! [938, 112, 1121, 124]
article-paragraph: "In iron and steel manufactures the exports of the five months were only $101,000,000, against $125,000,000 in the same period of last year and in the two months of January and February but $33,000,000, against $49,000,000 in the same months of last year. This shows a reduction of nearly one-third." [322, 876, 519, 955]
nelson-headline: Men Admire Women with Beautiful Hair [1262, 272, 1469, 363]
signers-heading: Respectfully submitted, [982, 880, 1077, 892]
article-paragraph: "For the five months the imports of raw materials amount to but $253,000,000, against $299,000,000 in the same months of the preceding year, and those of manufactures for further use in manufacturing but $122,500,000, against $149,500,000 in the preceding year. [322, 660, 519, 728]
magic-brand: The MAGIC SHAMPOO DRIER and HAIR STRAIGHTENER [1369, 118, 1544, 166]
dr-nickens-portrait [1132, 1294, 1212, 1398]
subscriber-notice: Subscribers are requested to remit by postoffice money order or registered letter [113, 263, 309, 286]
office-address: Blackstone Building, Cleveland, O. Member Ohio Legislature: 1894 to 1896; 1898 to 1898; 1900 to 1902 [118, 348, 304, 383]
article-paragraph: Write to the editor of The Gazette, Blackstone building, Cleveland, O., and terms will be sent promptly. Our readers will oblige us greatly by sending at once the names and addresses of persons in the cities named above, or others, to whom we can write relative to the matter. [728, 1492, 925, 1560]
article-paragraph: The following, from the Columbus (O.) Independent of April 18, 1914, is self-explanatory: [322, 1610, 519, 1645]
